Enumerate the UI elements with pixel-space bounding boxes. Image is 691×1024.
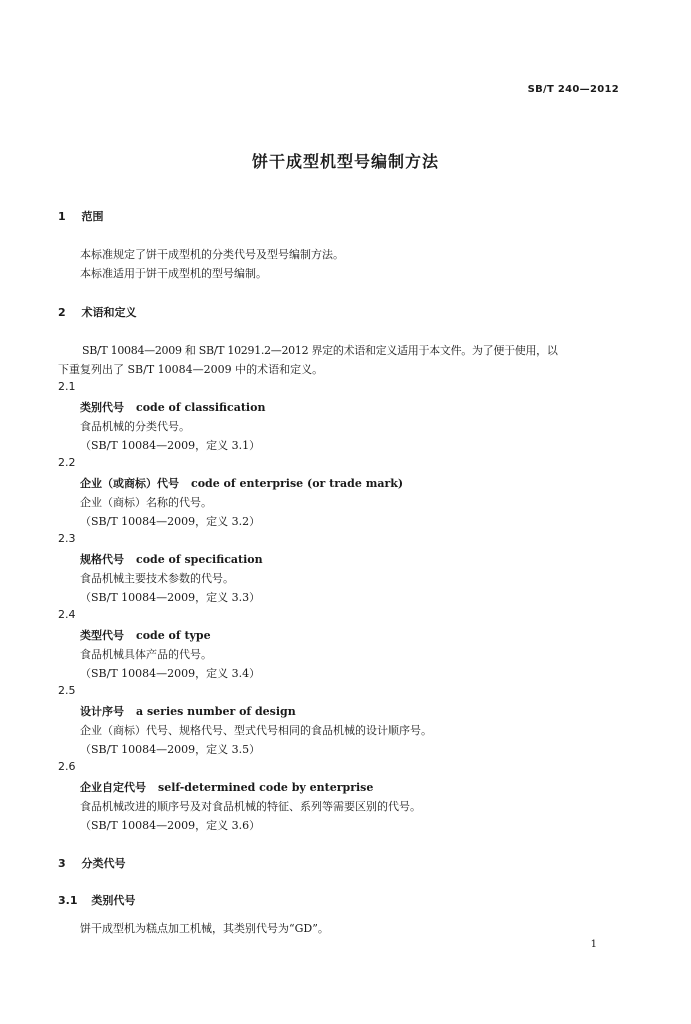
term-number: 2.6 <box>58 760 76 773</box>
section-2-intro-line-2: 下重复列出了 SB/T 10084—2009 中的术语和定义。 <box>58 363 324 376</box>
section-1-heading <box>58 208 104 224</box>
term-chinese: 规格代号 <box>80 553 124 566</box>
term-definition: 企业（商标）名称的代号。 <box>80 496 212 509</box>
document-title: 饼干成型机型号编制方法 <box>251 152 439 171</box>
term-heading <box>80 779 373 795</box>
term-heading <box>80 703 296 719</box>
section-2-title: 术语和定义 <box>81 306 137 319</box>
term-chinese: 设计序号 <box>80 705 124 718</box>
term-definition: 食品机械具体产品的代号。 <box>80 648 212 661</box>
subsection-3-1-para: 饼干成型机为糕点加工机械，其类别代号为“GD”。 <box>80 922 329 935</box>
subsection-3-1-number: 3.1 <box>58 894 78 907</box>
section-3-title: 分类代号 <box>81 857 126 870</box>
section-2-heading <box>58 304 137 320</box>
term-heading <box>80 551 263 567</box>
term-number: 2.4 <box>58 608 76 621</box>
section-1-para-2: 本标准适用于饼干成型机的型号编制。 <box>80 267 267 280</box>
term-number: 2.1 <box>58 380 76 393</box>
term-definition: 食品机械的分类代号。 <box>80 420 190 433</box>
term-number: 2.2 <box>58 456 76 469</box>
term-english: code of enterprise (or trade mark) <box>191 477 404 490</box>
term-source: （SB/T 10084—2009，定义 3.2） <box>80 515 261 528</box>
section-1-number: 1 <box>58 210 66 223</box>
term-number: 2.5 <box>58 684 76 697</box>
term-heading <box>80 399 265 415</box>
section-1-title: 范围 <box>81 210 104 223</box>
term-chinese: 企业（或商标）代号 <box>80 477 179 490</box>
term-source: （SB/T 10084—2009，定义 3.6） <box>80 819 261 832</box>
page-number: 1 <box>590 939 597 950</box>
section-2-number: 2 <box>58 306 66 319</box>
term-definition: 食品机械改进的顺序号及对食品机械的特征、系列等需要区别的代号。 <box>80 800 421 813</box>
term-source: （SB/T 10084—2009，定义 3.4） <box>80 667 261 680</box>
document-number: SB/T 240—2012 <box>527 84 619 95</box>
term-source: （SB/T 10084—2009，定义 3.5） <box>80 743 261 756</box>
section-3-heading <box>58 855 126 871</box>
section-2-intro-line-1: SB/T 10084—2009 和 SB/T 10291.2—2012 界定的术语和定义适用于本文件。为了便于使用，以 <box>82 344 558 357</box>
term-source: （SB/T 10084—2009，定义 3.3） <box>80 591 261 604</box>
section-1-para-1: 本标准规定了饼干成型机的分类代号及型号编制方法。 <box>80 248 344 261</box>
section-3-number: 3 <box>58 857 66 870</box>
subsection-3-1-title: 类别代号 <box>91 894 136 907</box>
term-chinese: 类型代号 <box>80 629 124 642</box>
term-source: （SB/T 10084—2009，定义 3.1） <box>80 439 261 452</box>
term-definition: 企业（商标）代号、规格代号、型式代号相同的食品机械的设计顺序号。 <box>80 724 432 737</box>
term-english: code of specification <box>136 553 263 566</box>
term-english: self-determined code by enterprise <box>158 781 374 794</box>
term-english: code of classification <box>136 401 266 414</box>
term-heading <box>80 627 211 643</box>
term-chinese: 类别代号 <box>80 401 124 414</box>
term-english: a series number of design <box>136 705 296 718</box>
term-heading <box>80 475 403 491</box>
term-number: 2.3 <box>58 532 76 545</box>
subsection-3-1-heading <box>58 892 135 908</box>
term-definition: 食品机械主要技术参数的代号。 <box>80 572 234 585</box>
term-chinese: 企业自定代号 <box>80 781 146 794</box>
term-english: code of type <box>136 629 211 642</box>
